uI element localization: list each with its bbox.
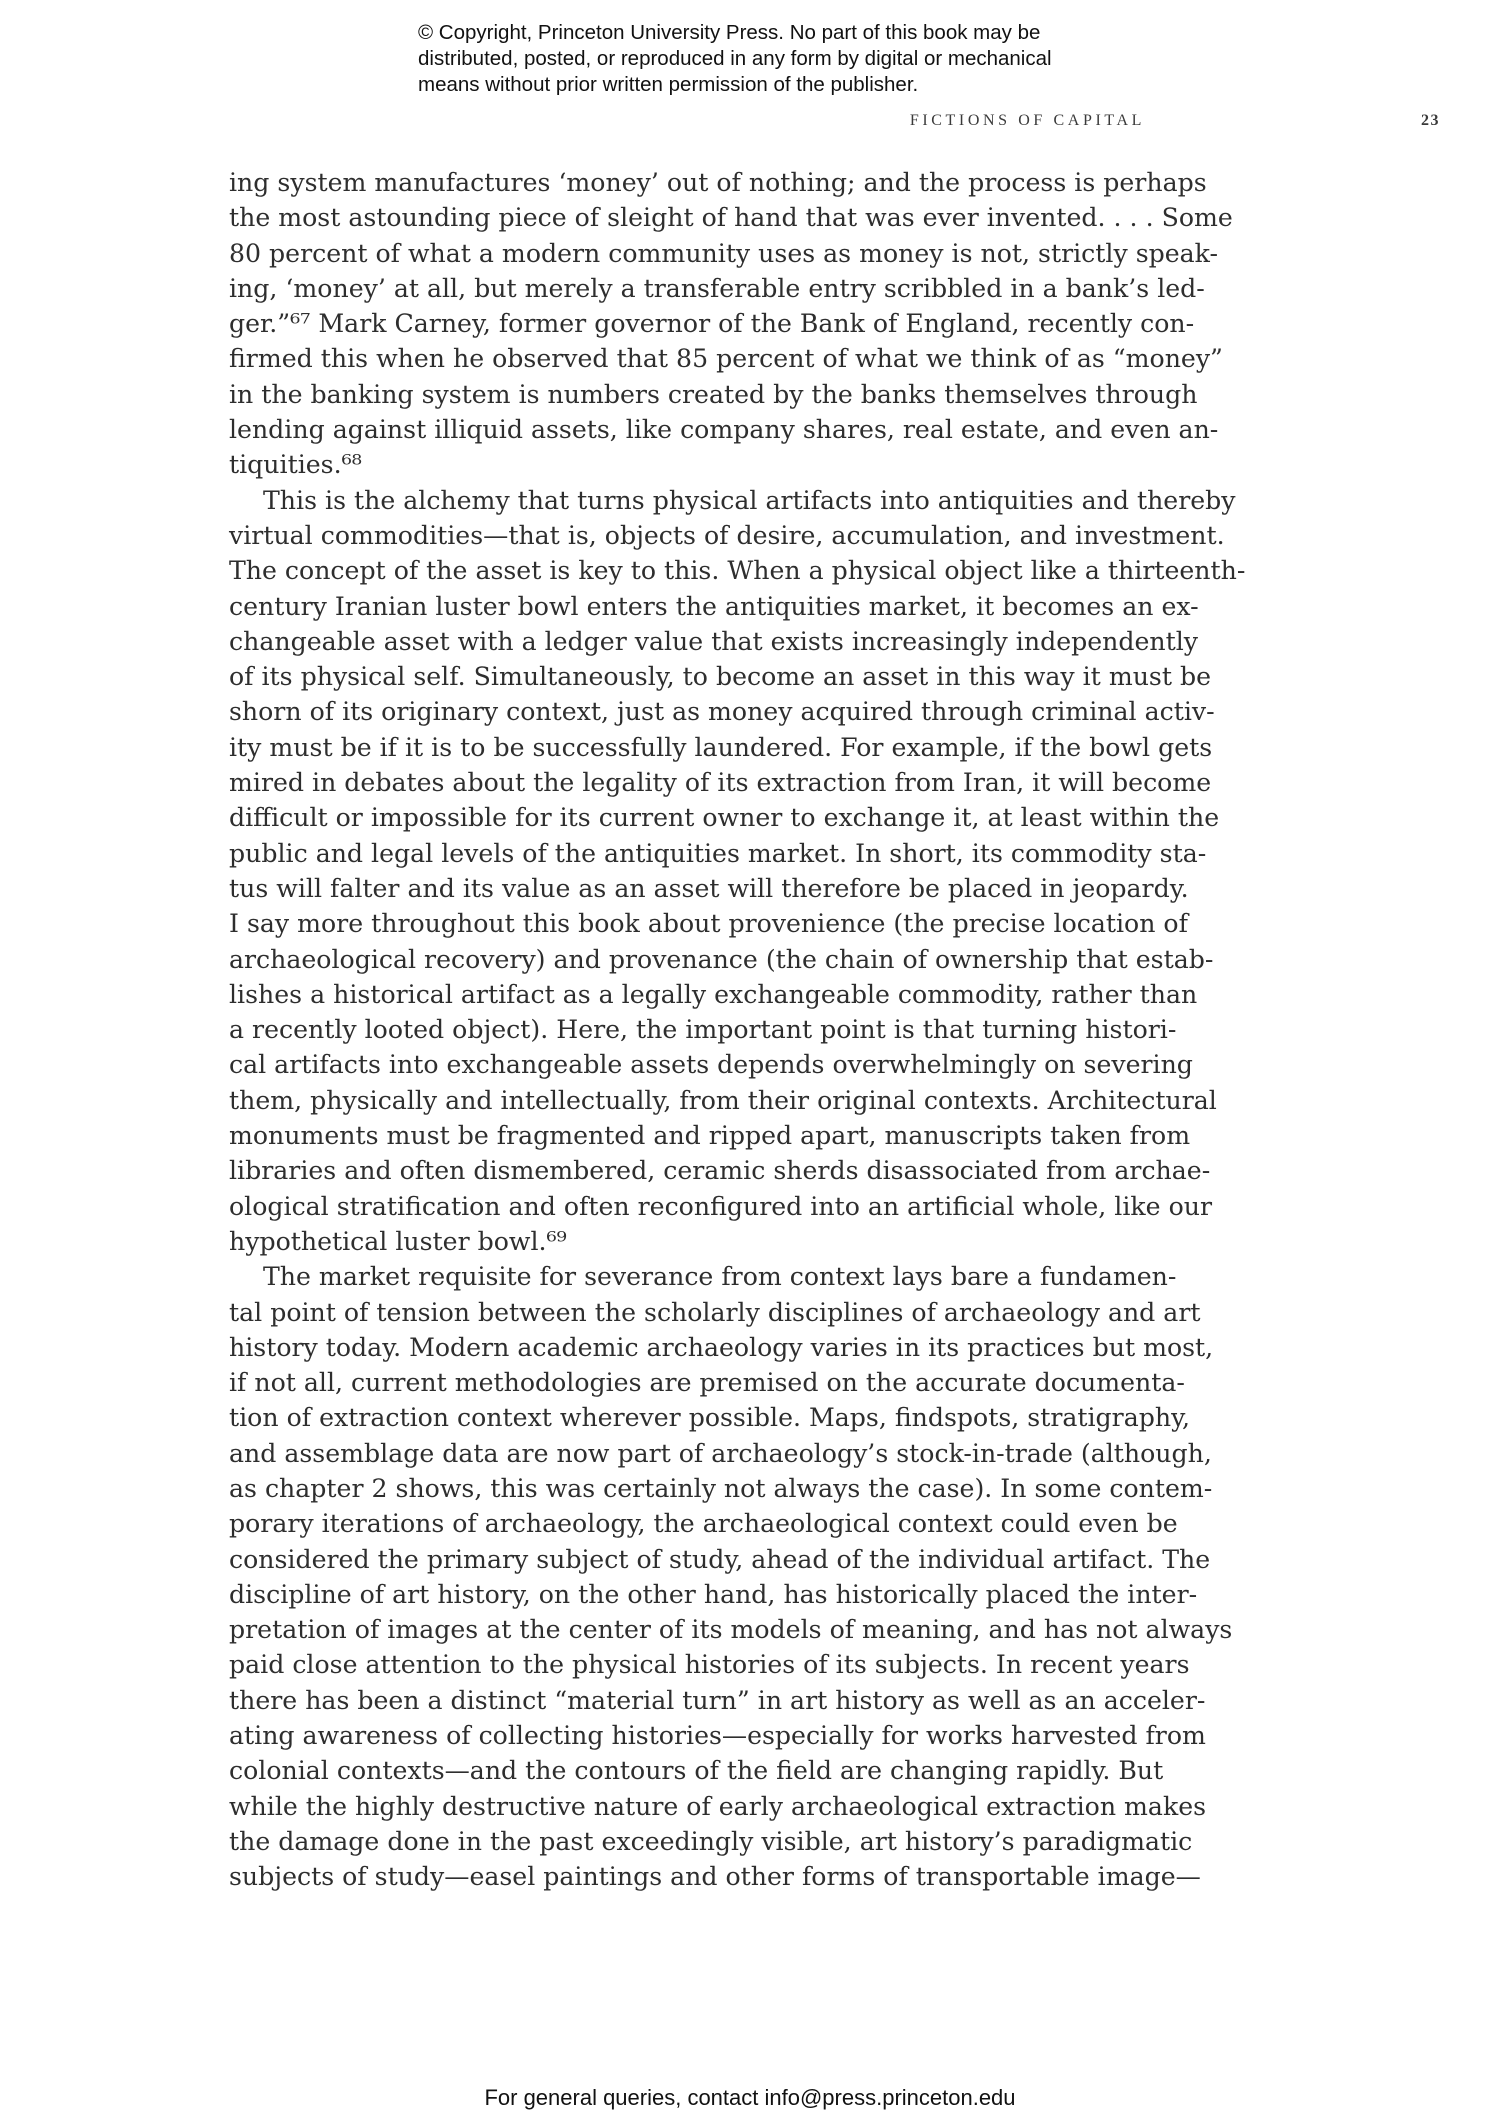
text-line: ological stratification and often reconfigured into an artificial whole, like our [229,1191,1213,1221]
text-line: a recently looted object). Here, the important point is that turning histori- [229,1015,1177,1045]
text-line: history today. Modern academic archaeology varies in its practices but most, [229,1332,1214,1362]
text-line: The concept of the asset is key to this. When a physical object like a thirteenth- [229,556,1246,586]
text-line: subjects of study—easel paintings and other forms of transportable image— [229,1862,1201,1892]
text-line: tus will falter and its value as an asset will therefore be placed in jeopardy. [229,873,1189,903]
text-line: in the banking system is numbers created by the banks themselves through [229,379,1198,409]
text-line: ing system manufactures ‘money’ out of nothing; and the process is perhaps [229,168,1207,197]
text-line: lending against illiquid assets, like company shares, real estate, and even an- [229,415,1219,445]
page-number: 23 [1421,112,1440,129]
text-line: while the highly destructive nature of early archaeological extraction makes [229,1791,1207,1821]
paragraph-end-line: hypothetical luster bowl.⁶⁹ [229,1226,567,1256]
text-line: as chapter 2 shows, this was certainly not always the case). In some contem- [229,1473,1213,1503]
text-line: tal point of tension between the scholarly disciplines of archaeology and art [229,1297,1201,1327]
text-line: ger.”⁶⁷ Mark Carney, former governor of the Bank of England, recently con- [229,309,1195,339]
text-line: considered the primary subject of study, ahead of the individual artifact. The [229,1544,1211,1574]
paragraph-end-line: tiquities.⁶⁸ [229,450,362,480]
text-line: 80 percent of what a modern community uses as money is not, strictly speak- [229,238,1218,268]
text-line: ity must be if it is to be successfully laundered. For example, if the bowl gets [229,732,1213,762]
text-line: discipline of art history, on the other hand, has historically placed the inter- [229,1579,1198,1609]
text-line: of its physical self. Simultaneously, to become an asset in this way it must be [229,662,1212,692]
text-line: porary iterations of archaeology, the archaeological context could even be [229,1509,1178,1539]
text-line: libraries and often dismembered, ceramic sherds disassociated from archae- [229,1156,1211,1186]
copyright-line: means without prior written permission of the publisher. [418,73,919,96]
footer-contact: For general queries, contact info@press.princeton.edu [484,2085,1016,2110]
text-line: mired in debates about the legality of its extraction from Iran, it will become [229,768,1212,798]
text-line: and assemblage data are now part of archaeology’s stock-in-trade (although, [229,1438,1212,1468]
text-line: the most astounding piece of sleight of hand that was ever invented. . . . Some [229,203,1233,233]
text-line: paid close attention to the physical histories of its subjects. In recent years [229,1650,1190,1680]
text-line: if not all, current methodologies are premised on the accurate documenta- [229,1368,1185,1398]
text-line: firmed this when he observed that 85 percent of what we think of as “money” [229,344,1223,374]
text-line: there has been a distinct “material turn” in art history as well as an acceler- [229,1685,1206,1715]
paragraph-start-line: This is the alchemy that turns physical artifacts into antiquities and thereby [263,485,1236,515]
text-line: century Iranian luster bowl enters the antiquities market, it becomes an ex- [229,591,1199,621]
running-head: FICTIONS OF CAPITAL [909,112,1145,129]
text-line: pretation of images at the center of its models of meaning, and has not always [229,1615,1233,1645]
text-line: monuments must be fragmented and ripped apart, manuscripts taken from [229,1121,1191,1151]
text-line: tion of extraction context wherever possible. Maps, findspots, stratigraphy, [229,1403,1190,1433]
text-line: colonial contexts—and the contours of the field are changing rapidly. But [229,1756,1164,1786]
text-line: changeable asset with a ledger value that exists increasingly independently [229,626,1199,656]
text-line: I say more throughout this book about provenience (the precise location of [229,909,1188,939]
paragraph-start-line: The market requisite for severance from context lays bare a fundamen- [263,1262,1177,1292]
text-line: ating awareness of collecting histories—especially for works harvested from [229,1721,1206,1751]
text-line: lishes a historical artifact as a legally exchangeable commodity, rather than [229,979,1198,1009]
copyright-line: distributed, posted, or reproduced in any form by digital or mechanical [418,47,1052,70]
text-line: difficult or impossible for its current owner to exchange it, at least within the [229,803,1220,833]
text-line: virtual commodities—that is, objects of desire, accumulation, and investment. [229,520,1225,550]
text-line: archaeological recovery) and provenance (the chain of ownership that estab- [229,944,1214,974]
copyright-notice [418,20,1138,98]
text-line: them, physically and intellectually, from their original contexts. Architectural [229,1085,1217,1115]
copyright-line: © Copyright, Princeton University Press. No part of this book may be [418,21,1041,44]
text-line: public and legal levels of the antiquities market. In short, its commodity sta- [229,838,1207,868]
text-line: the damage done in the past exceedingly visible, art history’s paradigmatic [229,1826,1193,1856]
body-text [229,165,1246,1895]
text-line: cal artifacts into exchangeable assets depends overwhelmingly on severing [229,1050,1193,1080]
text-line: ing, ‘money’ at all, but merely a transferable entry scribbled in a bank’s led- [229,273,1205,303]
text-line: shorn of its originary context, just as money acquired through criminal activ- [229,697,1215,727]
